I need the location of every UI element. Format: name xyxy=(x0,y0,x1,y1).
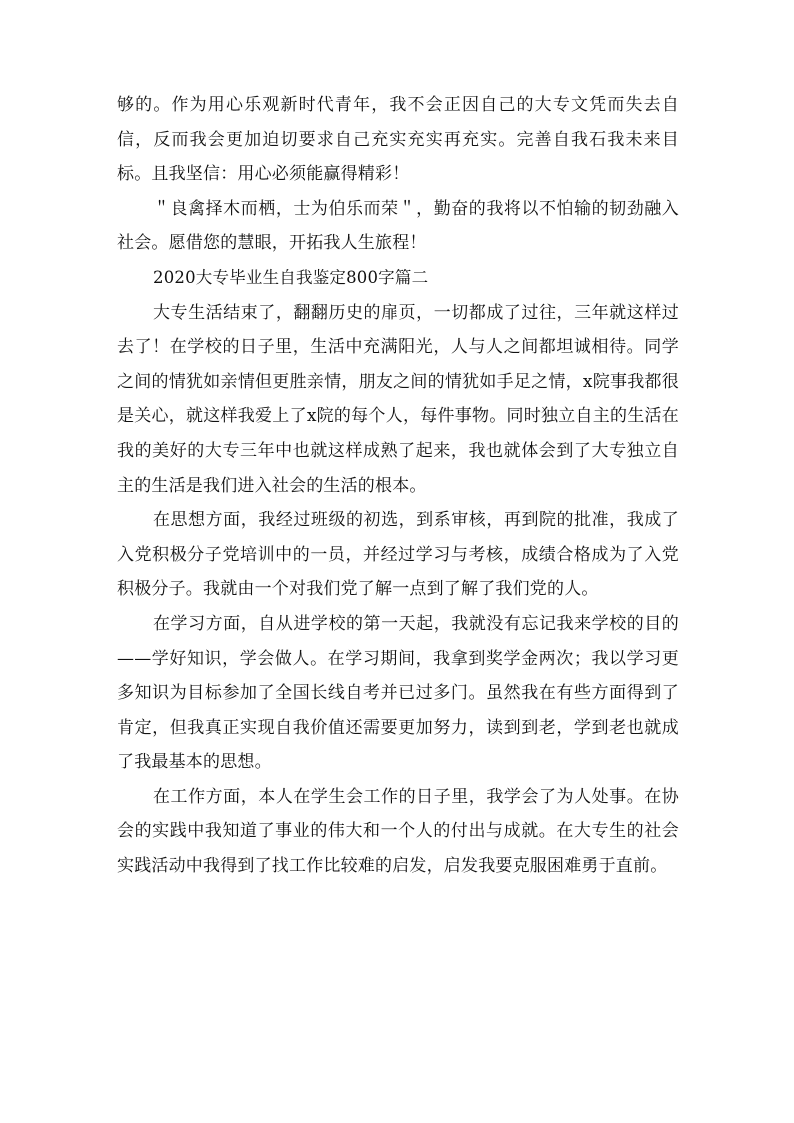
paragraph-thought: 在思想方面，我经过班级的初选，到系审核，再到院的批准，我成了入党积极分子党培训中的一员，并经过学习与考核，成绩合格成为了入党积极分子。我就由一个对我们党了解一点到了解了我们党的人。 xyxy=(117,510,679,600)
paragraph-work: 在工作方面，本人在学生会工作的日子里，我学会了为人处事。在协会的实践中我知道了事业的伟大和一个人的付出与成就。在大专生的社会实践活动中我得到了找工作比较难的启发，启发我要克服困难勇于直前。 xyxy=(117,786,679,877)
document-body xyxy=(117,88,679,884)
paragraph-college-life: 大专生活结束了，翻翻历史的扉页，一切都成了过往，三年就这样过去了！在学校的日子里，生活中充满阳光，人与人之间都坦诚相待。同学之间的情犹如亲情但更胜亲情，朋友之间的情犹如手足之情，x院事我都很是关心，就这样我爱上了x院的每个人，每件事物。同时独立自主的生活在我的美好的大专三年中也就这样成熟了起来，我也就体会到了大专独立自主的生活是我们进入社会的生活的根本。 xyxy=(117,302,679,496)
paragraph-study: 在学习方面，自从进学校的第一天起，我就没有忘记我来学校的目的——学好知识，学会做人。在学习期间，我拿到奖学金两次；我以学习更多知识为目标参加了全国长线自考并已过多门。虽然我在有些方面得到了肯定，但我真正实现自我价值还需要更加努力，读到到老，学到老也就成了我最基本的思想。 xyxy=(117,613,679,773)
paragraph-quote: ＂良禽择木而栖，士为伯乐而荣＂，勤奋的我将以不怕输的韧劲融入社会。愿借您的慧眼，开拓我人生旅程！ xyxy=(117,198,679,254)
paragraph-continued: 够的。作为用心乐观新时代青年，我不会正因自己的大专文凭而失去自信，反而我会更加迫切要求自己充实充实再充实。完善自我石我未来目标。且我坚信：用心必须能赢得精彩！ xyxy=(117,95,679,185)
section-heading: 2020大专毕业生自我鉴定800字篇二 xyxy=(153,267,429,287)
